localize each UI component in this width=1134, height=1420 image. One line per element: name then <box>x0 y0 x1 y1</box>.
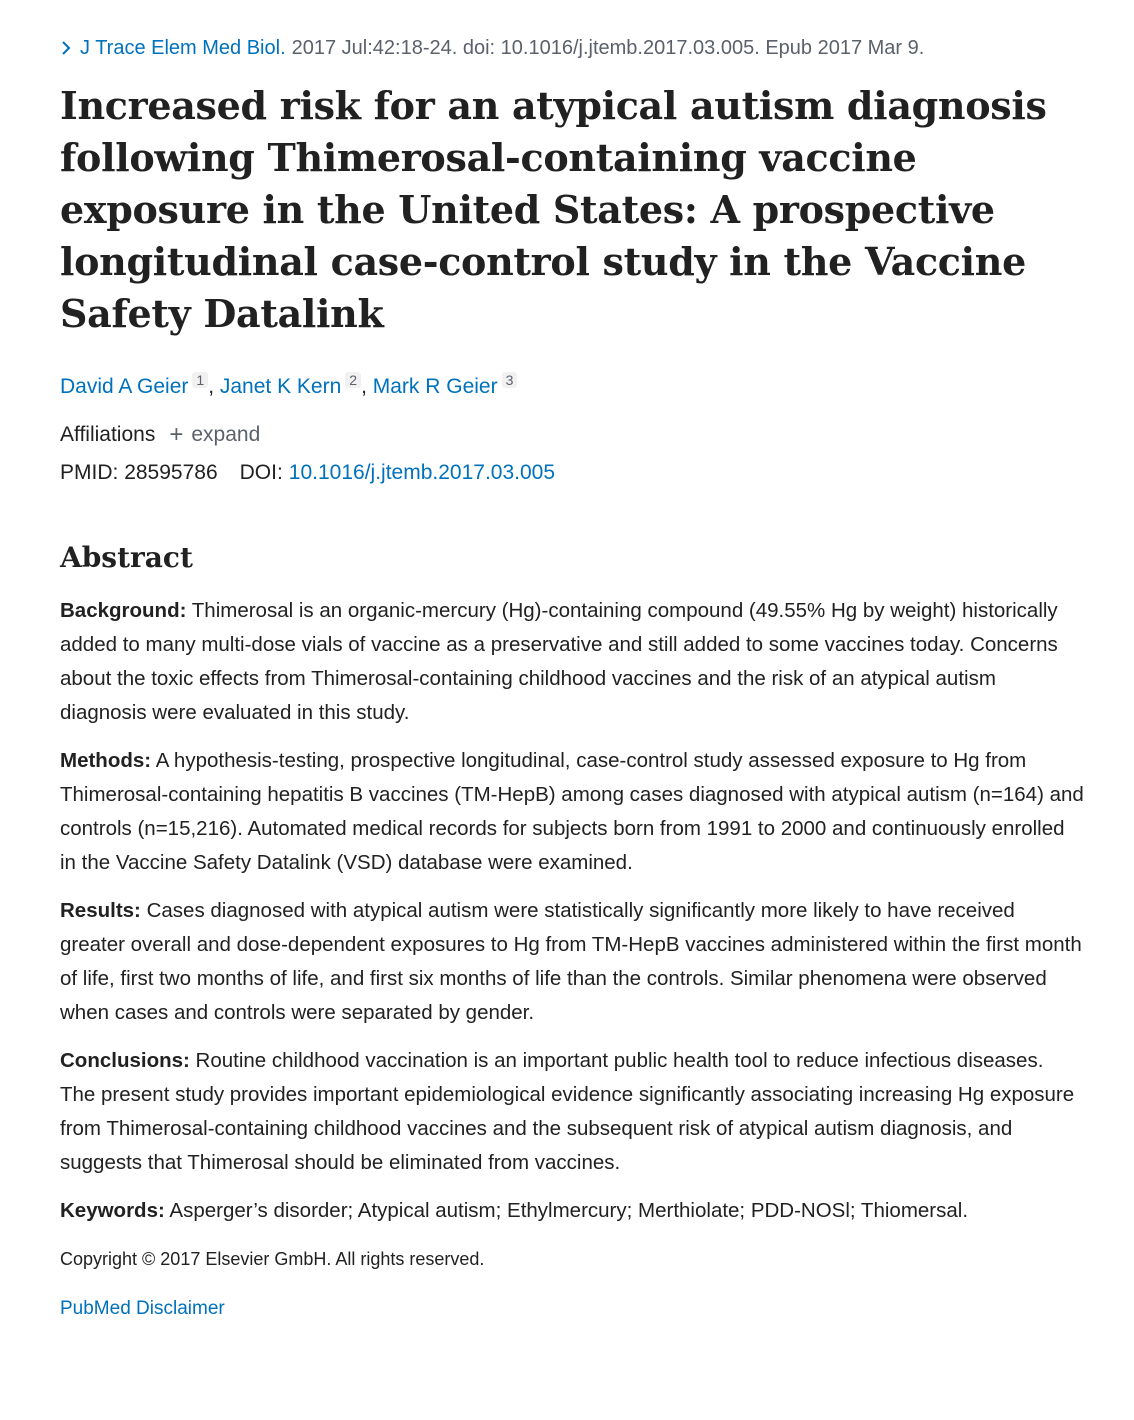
author-link[interactable]: Mark R Geier <box>372 375 498 398</box>
affiliations-row <box>60 420 1084 450</box>
doi-label: DOI: <box>239 461 283 484</box>
affiliations-label: Affiliations <box>60 423 156 446</box>
expand-affiliations-button[interactable] <box>169 420 260 450</box>
disclaimer-row <box>60 1294 1084 1324</box>
author-separator: , <box>361 375 373 398</box>
section-label: Background: <box>60 599 187 622</box>
abstract-heading: Abstract <box>60 541 193 574</box>
article-title: Increased risk for an atypical autism diagnosis following Thimerosal-containing vaccine exposure in the United States: A prospective longitudinal case-control study in the Vaccine Safety Datalink <box>60 83 1047 336</box>
author-link[interactable]: David A Geier <box>60 375 189 398</box>
pubmed-disclaimer-link[interactable]: PubMed Disclaimer <box>60 1298 225 1319</box>
pmid-label: PMID: <box>60 461 119 484</box>
abstract-methods <box>60 744 1084 880</box>
doi-link[interactable]: 10.1016/j.jtemb.2017.03.005 <box>288 461 556 484</box>
pmid-value: 28595786 <box>124 461 218 484</box>
copyright-notice: Copyright © 2017 Elsevier GmbH. All rights reserved. <box>60 1249 485 1269</box>
abstract-results <box>60 894 1084 1030</box>
affiliation-number[interactable]: 2 <box>345 372 361 388</box>
journal-link[interactable]: J Trace Elem Med Biol. <box>80 37 286 59</box>
section-text: Thimerosal is an organic-mercury (Hg)-containing compound (49.55% Hg by weight) historically added to many multi-dose vials of vaccine as a preservative and still added to some vaccines today. Concerns about the toxic effects from Thimerosal-containing childhood vaccines and the risk of an atypical autism diagnosis were evaluated in this study. <box>60 599 1058 724</box>
plus-icon: + <box>169 421 184 448</box>
citation-details: 2017 Jul:42:18-24. doi: 10.1016/j.jtemb.2017.03.005. Epub 2017 Mar 9. <box>291 37 925 59</box>
section-text: A hypothesis-testing, prospective longitudinal, case-control study assessed exposure to Hg from Thimerosal-containing hepatitis B vaccines (TM-HepB) among cases diagnosed with atypical autism (n=164) and controls (n=15,216). Automated medical records for subjects born from 1991 to 2000 and continuously enrolled in the Vaccine Safety Datalink (VSD) database were examined. <box>60 749 1084 874</box>
keywords-label: Keywords: <box>60 1199 165 1222</box>
affiliation-number[interactable]: 1 <box>192 372 208 388</box>
identifiers-row <box>60 458 1084 488</box>
affiliation-number[interactable]: 3 <box>502 372 518 388</box>
abstract-background <box>60 594 1084 730</box>
author-separator: , <box>208 375 220 398</box>
author-list <box>60 372 1084 402</box>
section-label: Results: <box>60 899 141 922</box>
abstract-keywords <box>60 1194 1084 1228</box>
author-link[interactable]: Janet K Kern <box>219 375 342 398</box>
section-text: Routine childhood vaccination is an important public health tool to reduce infectious diseases. The present study provides important epidemiological evidence significantly associating increasing Hg exposure from Thimerosal-containing childhood vaccines and the subsequent risk of atypical autism diagnosis, and suggests that Thimerosal should be eliminated from vaccines. <box>60 1049 1075 1174</box>
citation-line <box>60 34 1084 62</box>
expand-label: expand <box>191 423 261 446</box>
section-label: Conclusions: <box>60 1049 190 1072</box>
abstract-conclusions <box>60 1044 1084 1180</box>
keywords-text: Asperger’s disorder; Atypical autism; Ethylmercury; Merthiolate; PDD-NOSl; Thiomersal. <box>169 1199 969 1222</box>
section-label: Methods: <box>60 749 152 772</box>
section-text: Cases diagnosed with atypical autism were statistically significantly more likely to have received greater overall and dose-dependent exposures to Hg from TM-HepB vaccines administered within the first month of life, first two months of life, and first six months of life than the controls. Similar phenomena were observed when cases and controls were separated by gender. <box>60 899 1082 1024</box>
chevron-right-icon[interactable] <box>60 40 72 56</box>
